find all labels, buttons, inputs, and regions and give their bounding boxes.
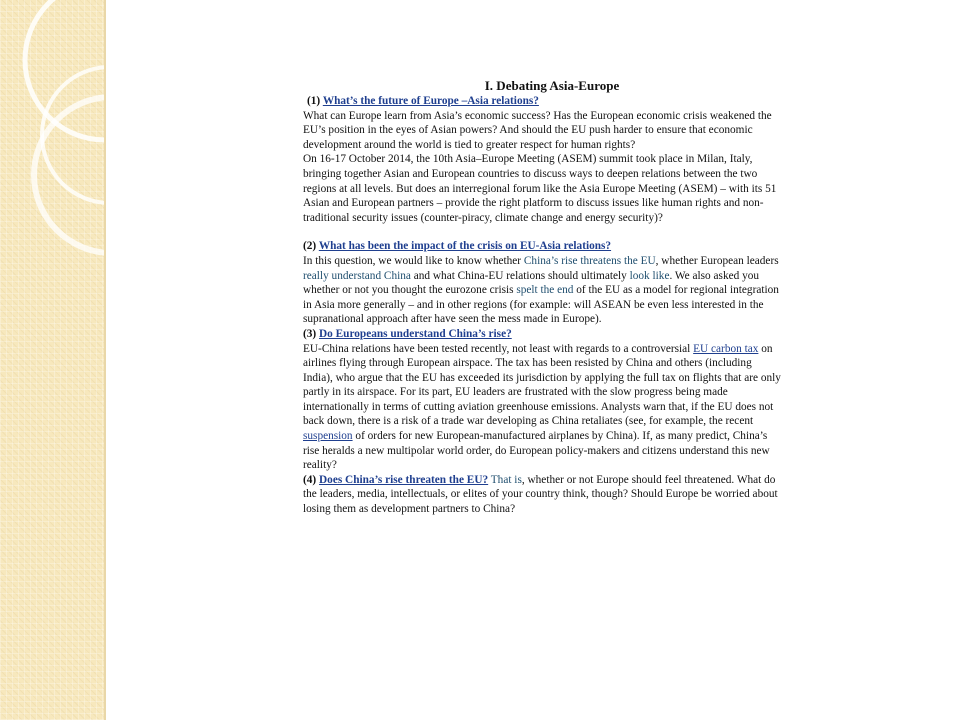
section-3-heading [303, 327, 783, 342]
section-2-text-3: and what China-EU relations should ultimately [410, 269, 630, 282]
section-2-paragraph [303, 254, 783, 327]
section-1-number: (1) [307, 95, 321, 107]
section-4-question-link[interactable]: Does China’s rise threaten the EU? [319, 473, 489, 486]
section-4-link-that-is[interactable]: That is [488, 473, 522, 486]
section-1-paragraph-1: What can Europe learn from Asia’s economic success? Has the European economic crisis weakened the EU’s position in the eyes of Asian powers? And should the EU push harder to ensure that economic development around the world is tied to greater respect for human rights? [303, 109, 772, 151]
section-2-heading [303, 239, 783, 254]
section-2-text-1: In this question, we would like to know whether [303, 254, 524, 267]
section-2-question-link[interactable]: What has been the impact of the crisis on EU-Asia relations? [318, 240, 612, 253]
section-2-link-spelt-end[interactable]: spelt the end [516, 284, 574, 297]
section-4-number: (4) [303, 473, 317, 486]
section-2-text-2: , whether European leaders [655, 254, 779, 267]
section-2-text-4: . We also asked you whether or not you thought the eurozone crisis [303, 269, 760, 297]
section-1-paragraph-2: On 16-17 October 2014, the 10th Asia–Europe Meeting (ASEM) summit took place in Milan, Italy, bringing together Asian and European countries to discuss ways to deepen relations between the two regions at all levels. But does an interregional forum like the Asia Europe Meeting (ASEM) – with its 51 Asian and European partners – provide the right platform to discuss issues like human rights and non-traditional security issues (counter-piracy, climate change and energy security)? [303, 153, 777, 224]
section-3-text-3: of orders for new European-manufactured airplanes by China). If, as many predict, China’s rise heralds a new multipolar world order, do European policy-makers and citizens understand this new reality? [303, 430, 770, 472]
section-3-text-2: on airlines flying through European airspace. The tax has been resisted by China and others (including India), who argue that the EU has exceeded its jurisdiction by applying the full tax on flights that are only partly in its airspace. For its part, EU leaders are frustrated with the slow progress being made internationally in terms of cutting aviation greenhouse emissions. Analysts warn that, if the EU does not back down, there is a risk of a trade war developing as China retaliates (see, for example, the recent [303, 342, 781, 428]
slide-title: I. Debating Asia-Europe [484, 78, 620, 93]
section-2-link-china-rise[interactable]: China’s rise threatens the EU [523, 254, 656, 267]
section-2-text-5: of the EU as a model for regional integration in Asia more generally – and in other regions (for example: will ASEAN be even less interested in the supranational approach after have seen the mess made in Europe). [303, 284, 779, 326]
slide-content [303, 78, 783, 517]
decorative-side-panel [0, 0, 106, 720]
section-gap [303, 225, 783, 239]
section-2-link-understand-china[interactable]: really understand China [303, 269, 411, 282]
section-3-link-carbon-tax[interactable]: EU carbon tax [693, 342, 759, 355]
section-1-heading [303, 94, 783, 109]
section-3-question-link[interactable]: Do Europeans understand China’s rise? [319, 327, 512, 340]
section-3-number: (3) [303, 327, 317, 340]
section-4-text-1: , whether or not Europe should feel threatened. What do the leaders, media, intellectuals, or elites of your country think, though? Should Europe be worried about losing them as development partners to China? [303, 473, 778, 516]
section-2-link-look-like[interactable]: look like [629, 269, 670, 282]
section-3-text-1: EU-China relations have been tested recently, not least with regards to a controversial [303, 342, 694, 355]
section-3-paragraph [303, 342, 783, 473]
decorative-circles [0, 0, 104, 720]
section-2-number: (2) [303, 240, 317, 253]
section-1-question-link[interactable]: What’s the future of Europe –Asia relations? [322, 95, 539, 107]
section-4-paragraph [303, 473, 783, 517]
section-3-link-suspension[interactable]: suspension [303, 430, 353, 443]
